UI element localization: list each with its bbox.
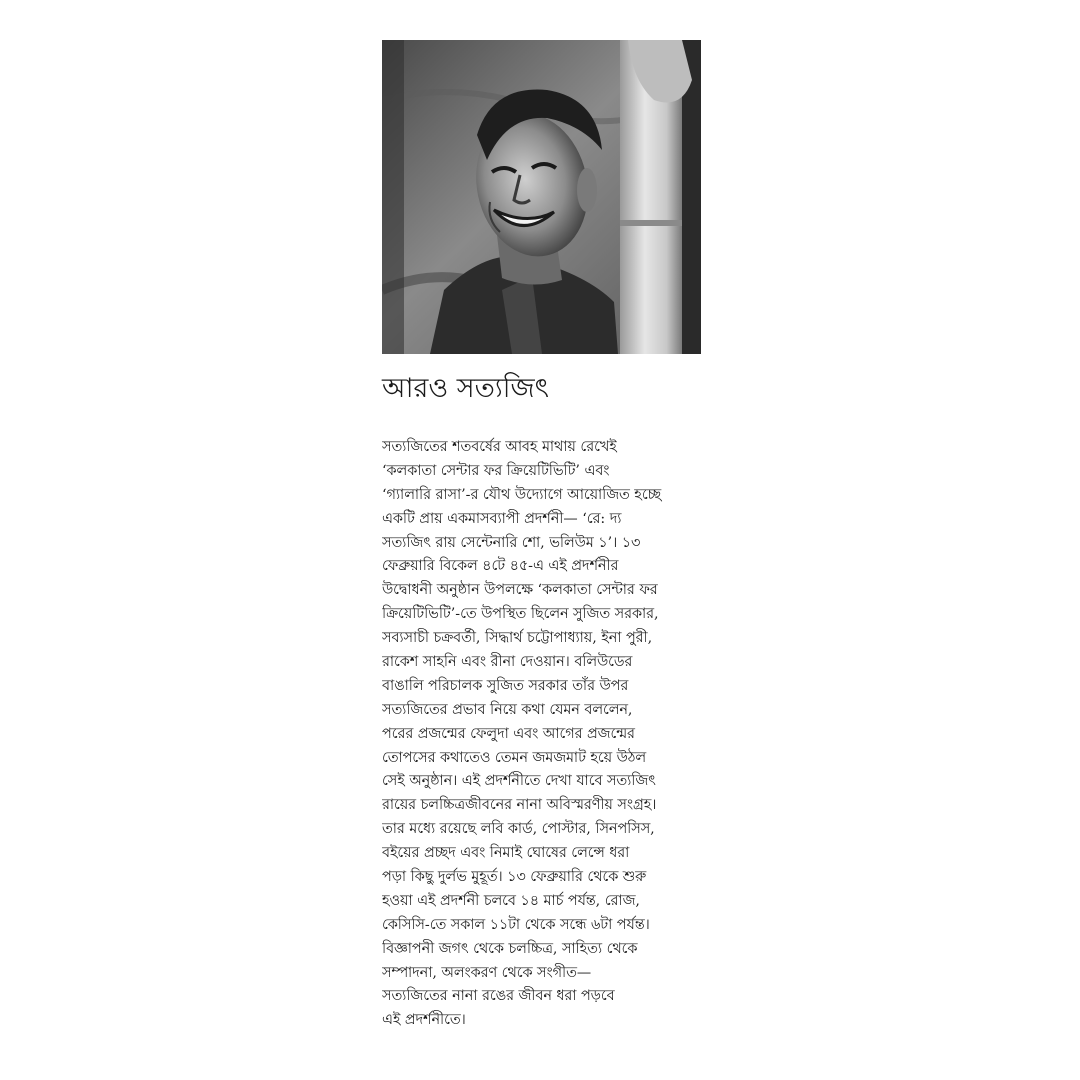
body-line: রাকেশ সাহনি এবং রীনা দেওয়ান। বলিউডের <box>382 654 633 671</box>
body-line: ক্রিয়েটিভিটি’-তে উপস্থিত ছিলেন সুজিত সরকার, <box>382 606 659 623</box>
body-line: বাঙালি পরিচালক সুজিত সরকার তাঁর উপর <box>382 677 629 694</box>
news-article <box>382 40 702 1033</box>
article-body <box>382 436 702 1033</box>
article-photo <box>382 40 701 354</box>
body-line: হওয়া এই প্রদর্শনী চলবে ১৪ মার্চ পর্যন্ত, রোজ, <box>382 892 640 909</box>
body-line: সত্যজিতের প্রভাব নিয়ে কথা যেমন বললেন, <box>382 701 633 718</box>
body-line: বইয়ের প্রচ্ছদ এবং নিমাই ঘোষের লেন্সে ধরা <box>382 845 630 862</box>
body-line: সত্যজিৎ রায় সেন্টেনারি শো, ভলিউম ১’। ১৩ <box>382 534 641 551</box>
body-line: সব্যসাচী চক্রবর্তী, সিদ্ধার্থ চট্টোপাধ্যায়, ইনা পুরী, <box>382 630 653 647</box>
body-line: একটি প্রায় একমাসব্যাপী প্রদর্শনী— ‘রে: দ্য <box>382 510 622 527</box>
body-line: বিজ্ঞাপনী জগৎ থেকে চলচ্চিত্র, সাহিত্য থেকে <box>382 940 638 957</box>
body-line: সম্পাদনা, অলংকরণ থেকে সংগীত— <box>382 964 592 981</box>
body-line: এই প্রদর্শনীতে। <box>382 1012 466 1029</box>
body-line: উদ্বোধনী অনুষ্ঠান উপলক্ষে ‘কলকাতা সেন্টার ফর <box>382 582 658 599</box>
body-line: সত্যজিতের নানা রঙের জীবন ধরা পড়বে <box>382 988 615 1005</box>
body-line: ফেব্রুয়ারি বিকেল ৪টে ৪৫-এ এই প্রদর্শনীর <box>382 558 619 575</box>
body-line: কেসিসি-তে সকাল ১১টা থেকে সন্ধে ৬টা পর্যন্ত। <box>382 916 650 933</box>
body-line: ‘কলকাতা সেন্টার ফর ক্রিয়েটিভিটি’ এবং <box>382 462 610 479</box>
body-line: রায়ের চলচ্চিত্রজীবনের নানা অবিস্মরণীয় সংগ্রহ। <box>382 797 657 814</box>
body-line: সেই অনুষ্ঠান। এই প্রদর্শনীতে দেখা যাবে সত্যজিৎ <box>382 773 656 790</box>
body-line: তার মধ্যে রয়েছে লবি কার্ড, পোস্টার, সিনপসিস, <box>382 821 655 838</box>
body-line: পড়া কিছু দুর্লভ মুহূর্ত। ১৩ ফেব্রুয়ারি থেকে শুরু <box>382 869 647 886</box>
body-line: পরের প্রজন্মের ফেলুদা এবং আগের প্রজন্মের <box>382 725 635 742</box>
headline: আরও সত্যজিৎ <box>382 373 550 404</box>
body-line: সত্যজিতের শতবর্ষের আবহ মাথায় রেখেই <box>382 439 617 455</box>
body-line: ‘গ্যালারি রাসা’-র যৌথ উদ্যোগে আয়োজিত হচ্ছে <box>382 486 662 503</box>
body-line: তোপসের কথাতেও তেমন জমজমাট হয়ে উঠল <box>382 749 647 766</box>
